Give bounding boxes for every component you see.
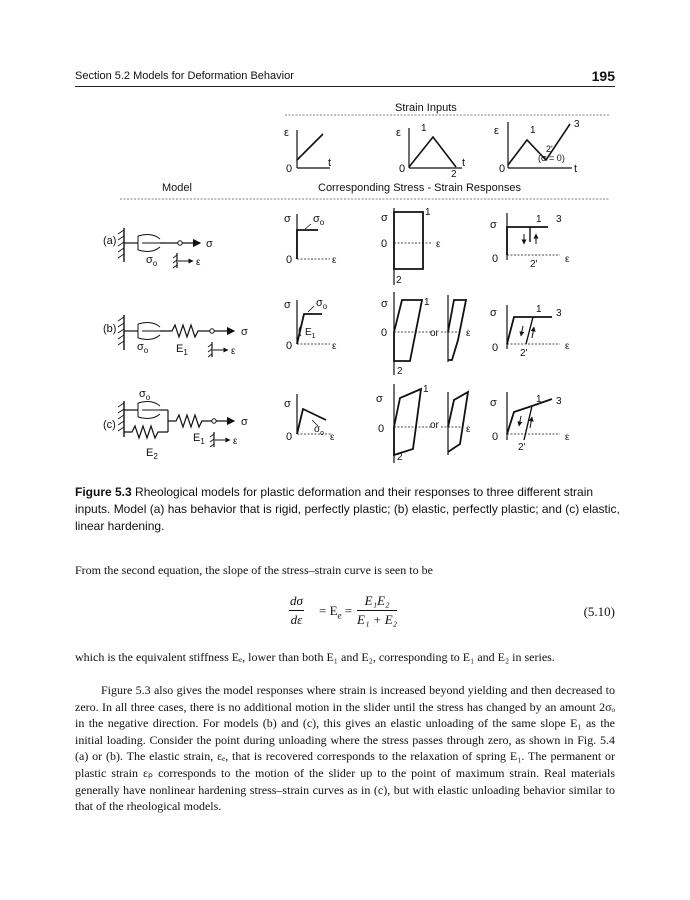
svg-text:σ: σ — [376, 393, 383, 405]
svg-text:3: 3 — [556, 308, 562, 319]
responses-title: Corresponding Stress - Strain Responses — [318, 182, 521, 194]
svg-text:3: 3 — [556, 214, 562, 225]
svg-text:1: 1 — [424, 297, 430, 308]
row-c-response-1 — [284, 394, 335, 443]
equation-5-10 — [75, 593, 615, 637]
svg-text:ε: ε — [196, 257, 201, 268]
strain-input-triangle — [396, 123, 465, 180]
svg-text:2': 2' — [530, 259, 538, 270]
svg-text:2': 2' — [518, 442, 526, 453]
svg-text:2: 2 — [396, 275, 402, 286]
svg-text:ε: ε — [466, 328, 471, 339]
strain-input-ramp — [284, 127, 331, 175]
svg-text:ε: ε — [231, 346, 236, 357]
figure-caption — [75, 484, 620, 535]
svg-text:3: 3 — [574, 119, 580, 130]
svg-text:1: 1 — [421, 123, 427, 134]
strain-inputs-title: Strain Inputs — [395, 102, 457, 114]
svg-text:1: 1 — [536, 214, 542, 225]
svg-text:σ: σ — [284, 213, 291, 225]
svg-text:ε: ε — [494, 125, 499, 137]
svg-text:0: 0 — [286, 163, 293, 175]
svg-text:σo: $\sigma_o$ — [316, 297, 328, 311]
svg-text:0: 0 — [381, 327, 388, 339]
svg-text:σ: σ — [206, 238, 213, 250]
svg-text:σo: $\sigma_o$ — [137, 341, 149, 355]
svg-text:σ: σ — [381, 212, 388, 224]
svg-text:ε: ε — [332, 255, 337, 266]
svg-text:0: 0 — [286, 254, 293, 266]
svg-text:σo: $\sigma_o$ — [314, 424, 325, 437]
svg-text:0: 0 — [492, 431, 499, 443]
svg-text:σo: $\sigma_o$ — [146, 254, 158, 268]
svg-text:2': 2' — [520, 348, 528, 359]
row-b-response-2 — [381, 292, 471, 377]
svg-text:1: 1 — [423, 384, 429, 395]
page-number: 195 — [591, 68, 615, 84]
row-a-response-1 — [284, 213, 337, 266]
svg-text:0: 0 — [286, 431, 293, 443]
svg-text:3: 3 — [556, 396, 562, 407]
svg-text:2: 2 — [451, 169, 457, 180]
svg-text:σ: σ — [381, 298, 388, 310]
paragraph-1: From the second equation, the slope of the stress–strain curve is seen to be — [75, 563, 433, 577]
equation-number: (5.10) — [583, 604, 615, 619]
svg-text:ε: ε — [565, 254, 570, 265]
svg-text:0: 0 — [492, 342, 499, 354]
eq-rhs-fraction: $\frac{\text{E₁E₂}}{\text{E₁ + E₂}}$ — [357, 593, 398, 627]
svg-text:1: 1 — [425, 207, 431, 218]
section-title: Section 5.2 Models for Deformation Behavior — [75, 70, 294, 82]
row-c-label: (c) — [103, 419, 116, 431]
strain-input-cyclic — [494, 119, 580, 175]
svg-text:1: 1 — [530, 125, 536, 136]
svg-text:E1: $E_1$ — [176, 343, 188, 357]
row-a-response-2 — [381, 207, 441, 286]
row-a-response-3 — [490, 213, 570, 270]
eq-middle: = $E_e$ = — [319, 603, 353, 621]
caption-label: Figure 5.3 — [75, 485, 132, 499]
row-c-response-2 — [376, 384, 471, 463]
svg-text:ε: ε — [436, 239, 441, 250]
svg-text:σ: σ — [490, 307, 497, 319]
svg-text:σ: σ — [284, 299, 291, 311]
svg-text:2: 2 — [397, 452, 403, 463]
svg-text:0: 0 — [499, 163, 506, 175]
paragraph-3: Figure 5.3 also gives the model responses where strain is increased beyond yielding and then decreased to zero. In all three cases, there is no additional motion in the slider until the stress has changed by an amount 2σₒ in the negative direction. For models (b) and (c), this gives an elastic unloading of the same slope E₁ as the initial loading. Consider the point during unloading where the stress passes through zero, as shown in Fig. 5.4 (a) or (b). The elastic strain, εₑ, that is recovered corresponds to the relaxation of spring E₁. The permanent or plastic strain εₚ corresponds to the motion of the slider up to the point of maximum strain. Real materials generally have nonlinear hardening stress–strain curves as in (c), but with elastic unloading behavior similar to that of the rheological models. — [75, 683, 615, 814]
svg-text:ε: ε — [565, 341, 570, 352]
row-b-model — [103, 315, 248, 357]
svg-text:0: 0 — [381, 238, 388, 250]
svg-text:t: t — [328, 157, 332, 169]
svg-text:ε: ε — [396, 127, 401, 139]
svg-text:0: 0 — [399, 163, 406, 175]
svg-text:0: 0 — [378, 423, 385, 435]
paragraph-2: which is the equivalent stiffness Eₑ, lower than both E₁ and E₂, corresponding to E₁ and E₂ in series. — [75, 650, 555, 664]
svg-text:t: t — [462, 157, 466, 169]
svg-text:1: 1 — [536, 394, 542, 405]
row-b-response-1 — [284, 297, 337, 352]
svg-text:ε: ε — [466, 424, 471, 435]
svg-text:ε: ε — [233, 436, 238, 447]
caption-text: Rheological models for plastic deformation and their responses to three different strain inputs. Model (a) has behavior that is rigid, perfectly plastic; (b) elastic, perfectly plastic; and (c) elastic, linear hardening. — [75, 485, 620, 533]
svg-text:ε: ε — [330, 432, 335, 443]
model-label: Model — [162, 182, 192, 194]
eq-lhs-fraction: $\frac{d\sigma}{d\varepsilon}$ — [290, 593, 303, 627]
row-a-label: (a) — [103, 235, 117, 247]
svg-text:0: 0 — [492, 253, 499, 265]
svg-text:or: or — [430, 328, 439, 339]
svg-text:E1: $E_1$ — [305, 327, 316, 340]
svg-text:σ: σ — [241, 326, 248, 338]
svg-text:1: 1 — [536, 304, 542, 315]
svg-text:ε: ε — [284, 127, 289, 139]
svg-text:σo: $\sigma_o$ — [313, 213, 325, 227]
svg-text:ε: ε — [332, 341, 337, 352]
row-c-model — [103, 388, 248, 461]
svg-text:or: or — [430, 420, 439, 431]
svg-text:E1: $E_1$ — [193, 432, 205, 446]
svg-text:t: t — [574, 163, 578, 175]
svg-text:E2: $E_2$ — [146, 447, 158, 461]
row-b-label: (b) — [103, 323, 117, 335]
svg-text:2: 2 — [397, 366, 403, 377]
svg-text:(σ = 0): (σ = 0) — [538, 153, 565, 163]
svg-text:σ: σ — [490, 219, 497, 231]
svg-text:0: 0 — [286, 340, 293, 352]
svg-text:σ: σ — [490, 397, 497, 409]
row-b-response-3 — [490, 304, 570, 359]
svg-text:σ: σ — [241, 416, 248, 428]
svg-text:2': 2' — [546, 144, 553, 154]
svg-text:ε: ε — [565, 432, 570, 443]
svg-text:σo: $\sigma_o$ — [139, 388, 151, 402]
svg-text:σ: σ — [284, 398, 291, 410]
row-a-model — [103, 228, 213, 268]
row-c-response-3 — [490, 392, 570, 453]
